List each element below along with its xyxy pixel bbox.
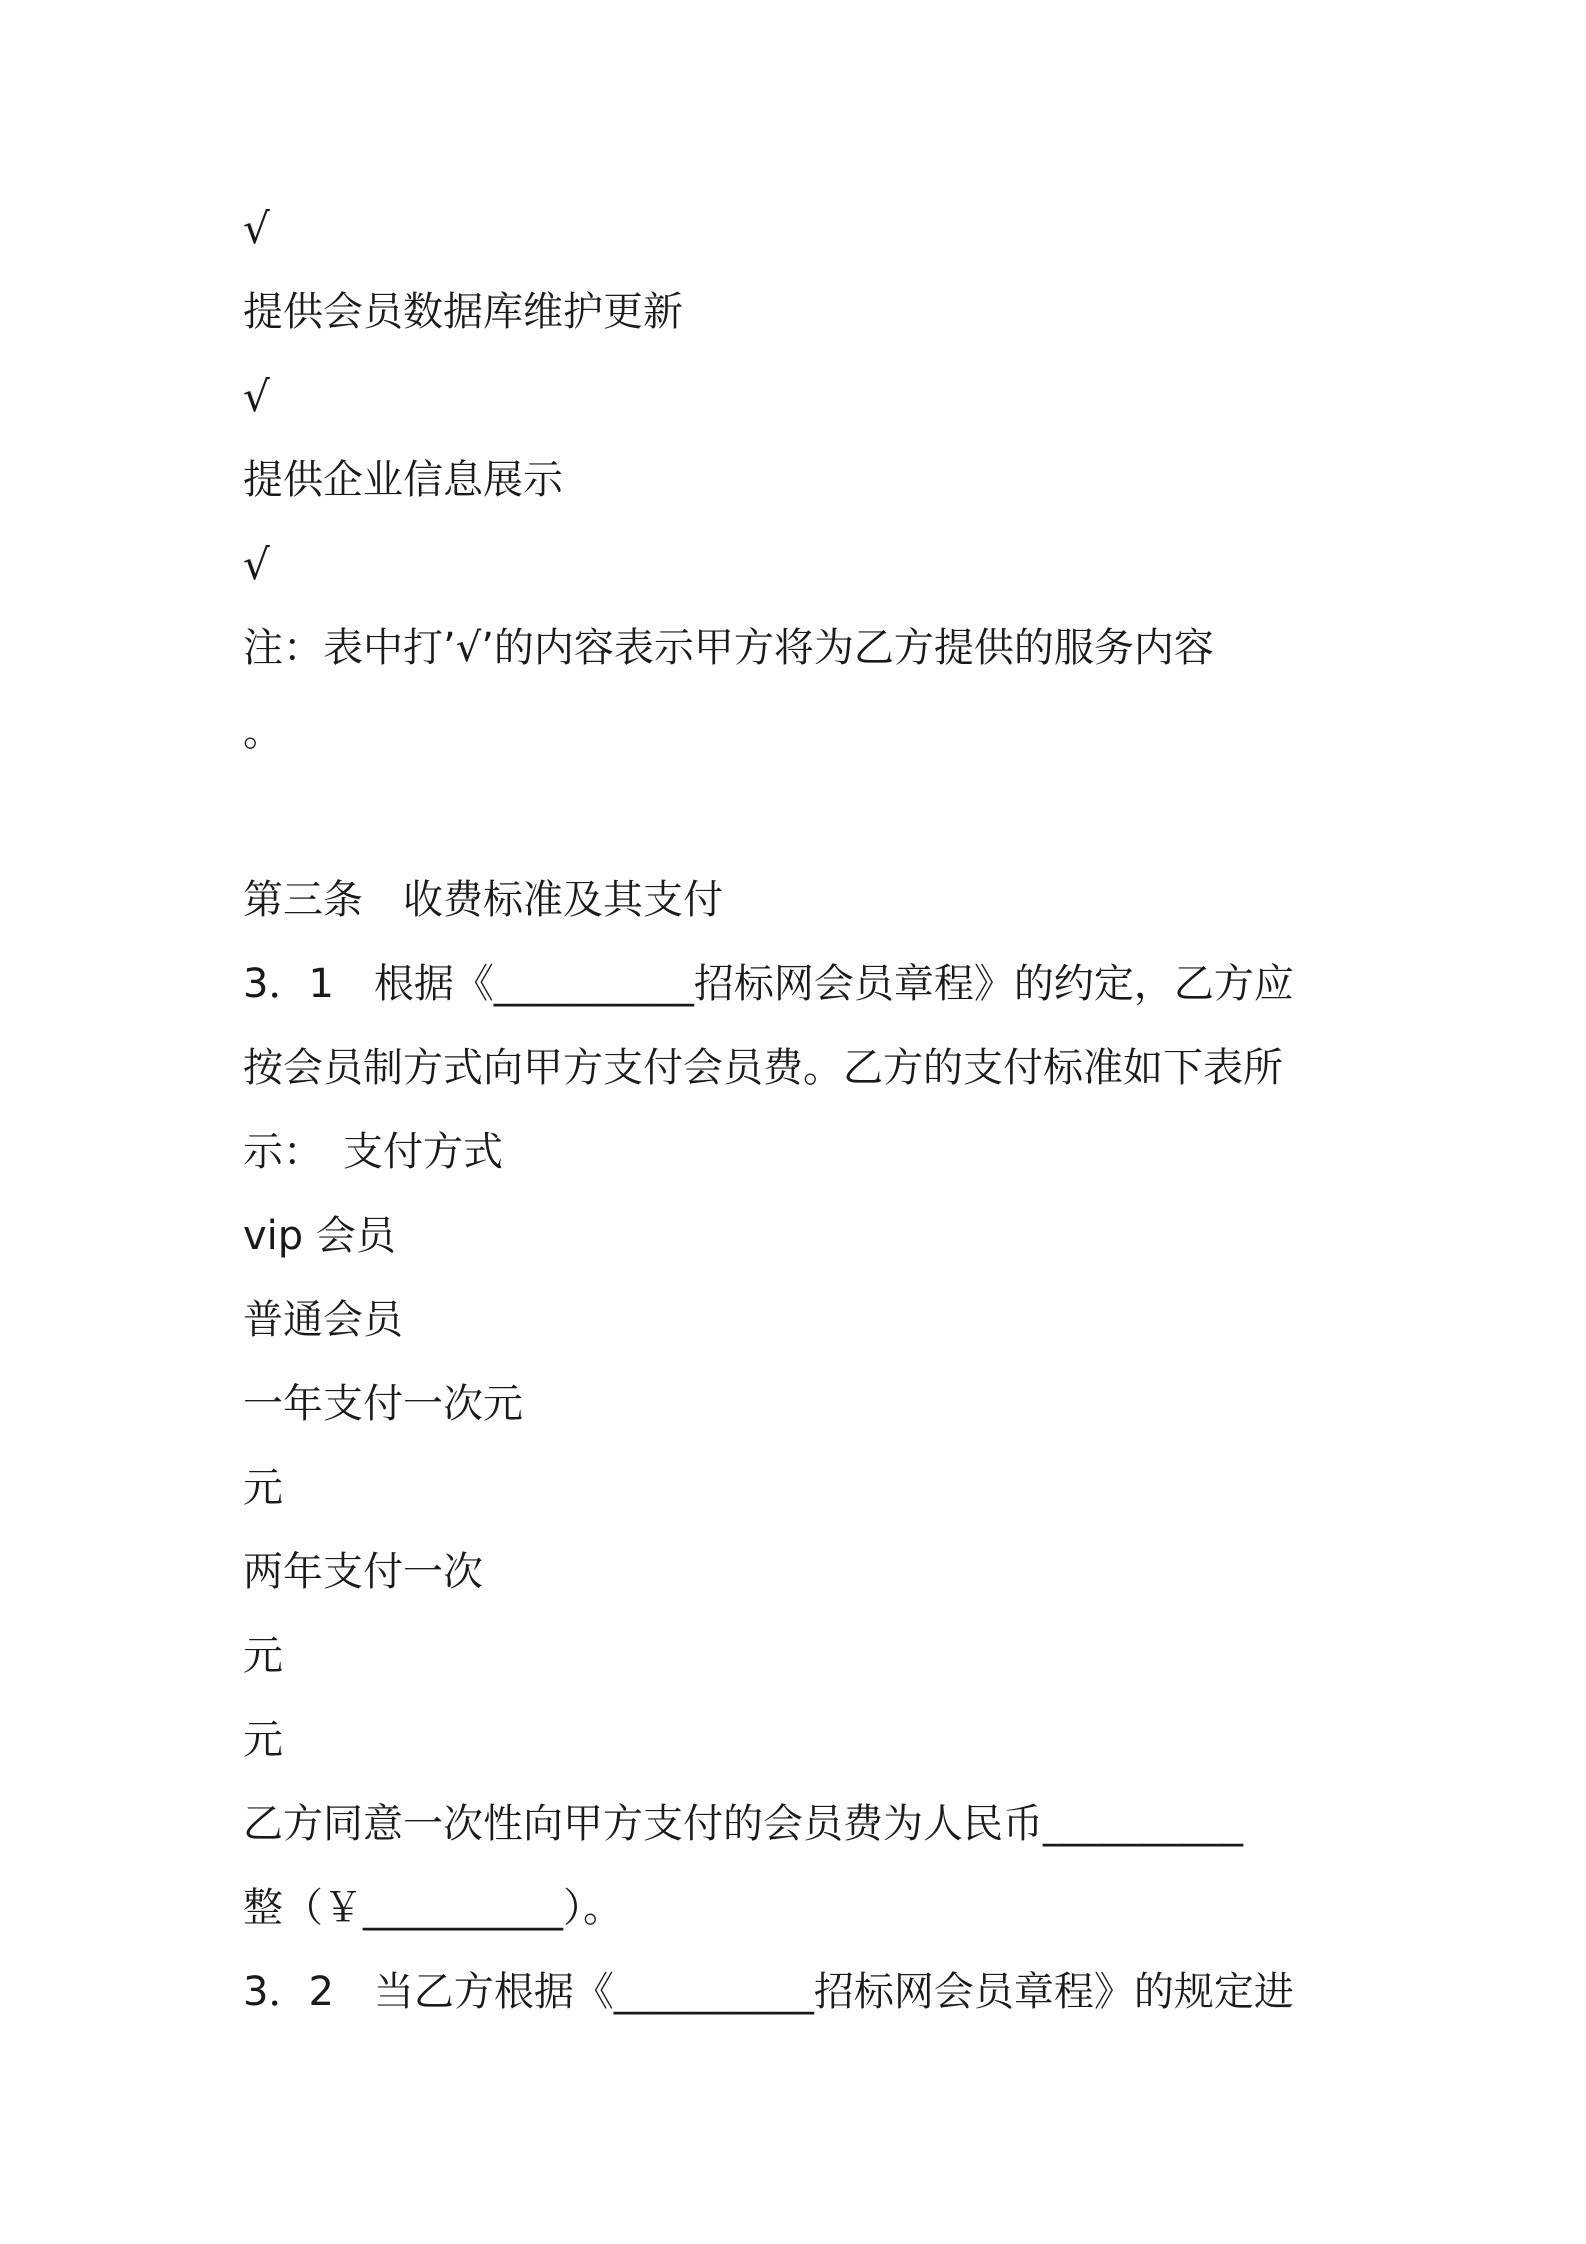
paragraph-line: 示： 支付方式 xyxy=(243,1129,503,1175)
service-item-database: 提供会员数据库维护更新 xyxy=(243,289,683,335)
fee-table-text: 元 xyxy=(243,1633,283,1679)
fee-table-text: 元 xyxy=(243,1717,283,1763)
checkmark: √ xyxy=(243,204,270,253)
note-line: 注：表中打’√’的内容表示甲方将为乙方提供的服务内容 xyxy=(243,625,1214,671)
note-line-end: 。 xyxy=(243,709,283,755)
service-item-company-info: 提供企业信息展示 xyxy=(243,457,563,503)
paragraph-line: 按会员制方式向甲方支付会员费。乙方的支付标准如下表所 xyxy=(243,1045,1283,1091)
paragraph-line: 3．1 根据《__________招标网会员章程》的约定，乙方应 xyxy=(243,961,1294,1007)
fee-table-text: 元 xyxy=(243,1465,283,1511)
paragraph-line: 整（￥__________）。 xyxy=(243,1885,623,1931)
section-heading: 第三条 收费标准及其支付 xyxy=(243,877,723,923)
fee-table-text: 一年支付一次元 xyxy=(243,1381,523,1427)
checkmark: √ xyxy=(243,540,270,589)
checkmark: √ xyxy=(243,372,270,421)
fee-table-text: vip 会员 xyxy=(243,1213,396,1259)
fee-table-text: 普通会员 xyxy=(243,1297,403,1343)
paragraph-line: 3．2 当乙方根据《__________招标网会员章程》的规定进 xyxy=(243,1969,1294,2015)
paragraph-line: 乙方同意一次性向甲方支付的会员费为人民币__________ xyxy=(243,1801,1243,1847)
fee-table-text: 两年支付一次 xyxy=(243,1549,483,1595)
